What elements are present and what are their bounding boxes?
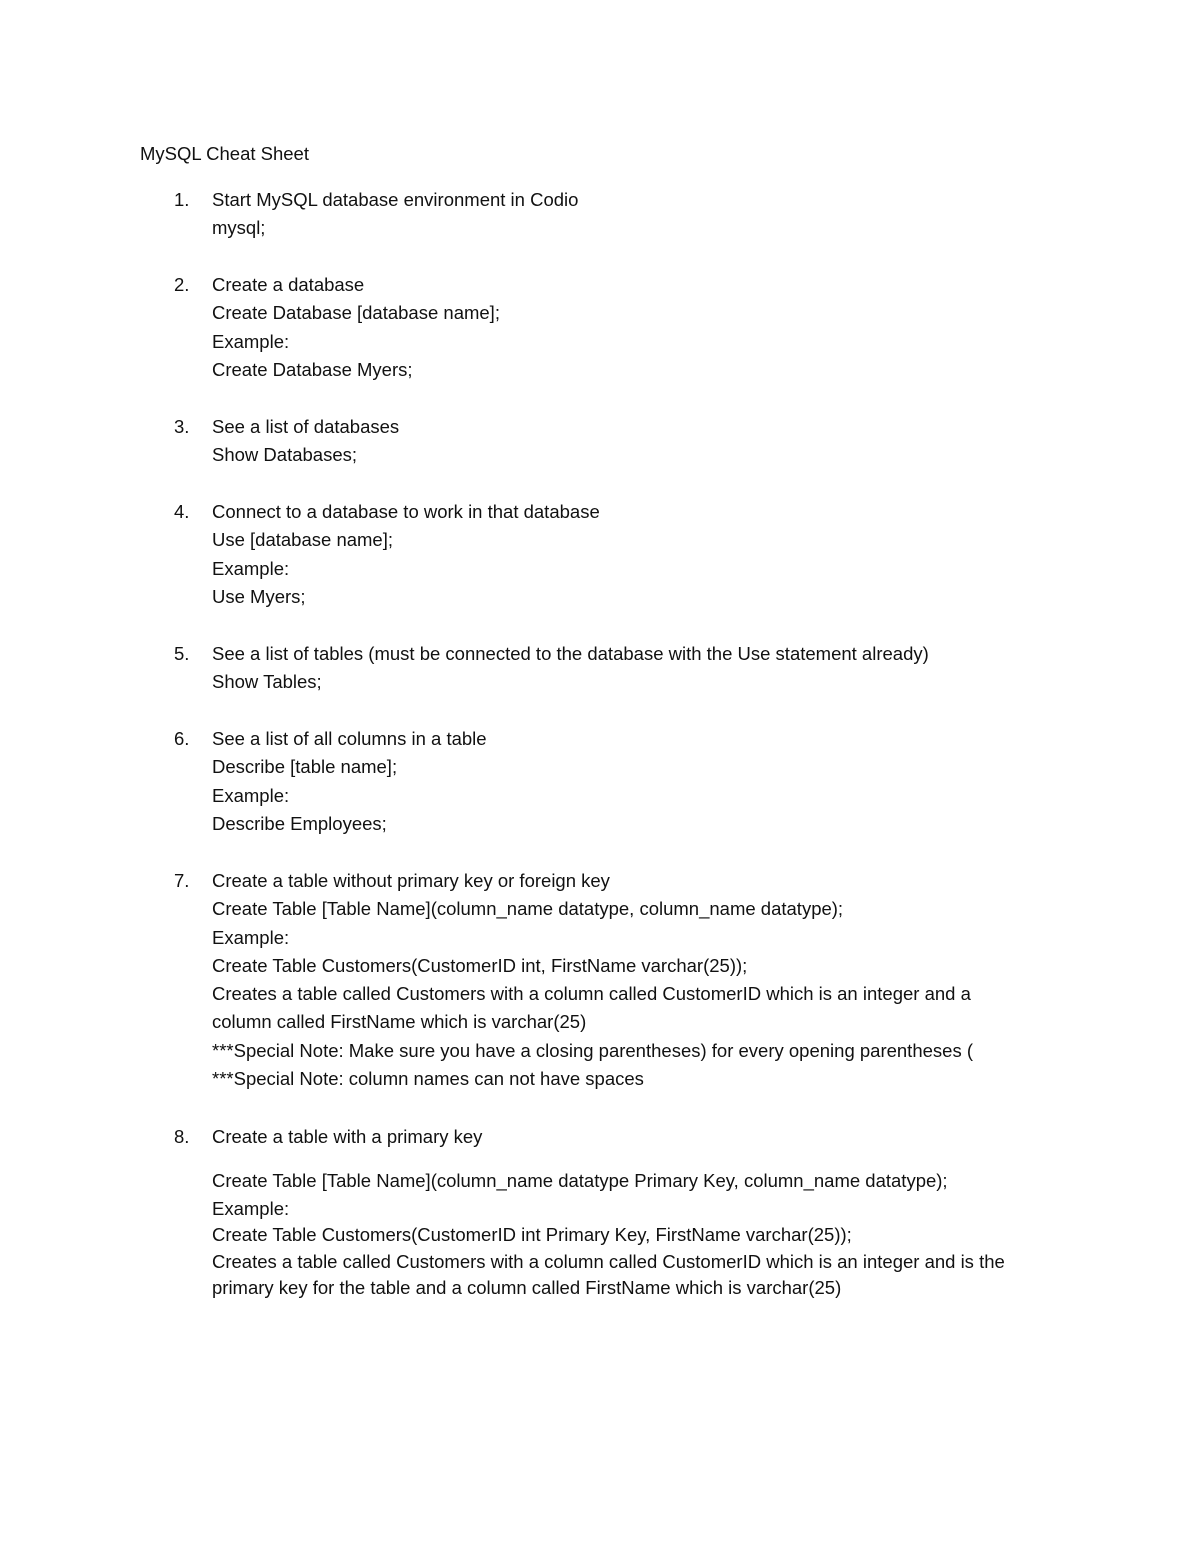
code-line: Create Database [database name]; (212, 302, 500, 324)
list-item-heading: See a list of databases (212, 416, 400, 437)
list-item-heading: See a list of tables (must be connected to the database with the Use statement already) (212, 643, 929, 664)
list-item-number: 8. (174, 1126, 190, 1147)
example-label: Example: (212, 784, 290, 806)
example-label: Example: (212, 557, 290, 579)
list-item-heading: Create a table with a primary key (212, 1126, 483, 1147)
example-label: Example: (212, 330, 290, 352)
list-item-body (212, 640, 1092, 697)
explanation-line: Creates a table called Customers with a column called CustomerID which is an integer and is the (212, 1250, 1005, 1272)
code-line: Create Table Customers(CustomerID int, FirstName varchar(25)); (212, 954, 748, 976)
code-line: Describe [table name]; (212, 756, 398, 778)
code-line: mysql; (212, 217, 266, 239)
list-item-number: 2. (174, 274, 190, 295)
list-item-body (212, 1123, 1092, 1302)
list-item-heading: Create a database (212, 274, 365, 295)
list-item-body (212, 498, 1092, 611)
code-line: Create Table [Table Name](column_name datatype, column_name datatype); (212, 898, 844, 920)
document-title: MySQL Cheat Sheet (140, 143, 309, 164)
list-item-heading: Create a table without primary key or foreign key (212, 870, 610, 891)
code-line: Create Database Myers; (212, 358, 413, 380)
list-item-number: 6. (174, 728, 190, 749)
explanation-line: column called FirstName which is varchar(25) (212, 1011, 587, 1033)
list-item-body (212, 867, 1092, 1093)
explanation-line: primary key for the table and a column called FirstName which is varchar(25) (212, 1277, 842, 1299)
special-note: ***Special Note: Make sure you have a closing parentheses) for every opening parentheses ( (212, 1039, 973, 1061)
list-item-number: 7. (174, 870, 190, 891)
list-item-body (212, 725, 1092, 838)
list-item-number: 3. (174, 416, 190, 437)
code-line: Describe Employees; (212, 812, 387, 834)
code-line: Show Databases; (212, 444, 358, 466)
code-line: Use [database name]; (212, 529, 393, 551)
list-item-heading: See a list of all columns in a table (212, 728, 487, 749)
list-item-number: 4. (174, 501, 190, 522)
list-item-heading: Connect to a database to work in that database (212, 501, 600, 522)
code-line: Create Table Customers(CustomerID int Primary Key, FirstName varchar(25)); (212, 1224, 852, 1246)
list-item-body (212, 271, 1092, 384)
list-item-body (212, 186, 1092, 243)
list-item-number: 1. (174, 189, 190, 210)
special-note: ***Special Note: column names can not have spaces (212, 1068, 644, 1090)
list-item-heading: Start MySQL database environment in Codio (212, 189, 579, 210)
example-label: Example: (212, 1197, 290, 1219)
code-line: Show Tables; (212, 671, 322, 693)
example-label: Example: (212, 926, 290, 948)
code-line: Use Myers; (212, 585, 306, 607)
explanation-line: Creates a table called Customers with a column called CustomerID which is an integer and a (212, 983, 971, 1005)
list-item-number: 5. (174, 643, 190, 664)
code-line: Create Table [Table Name](column_name datatype Primary Key, column_name datatype); (212, 1170, 948, 1192)
list-item-body (212, 413, 1092, 470)
